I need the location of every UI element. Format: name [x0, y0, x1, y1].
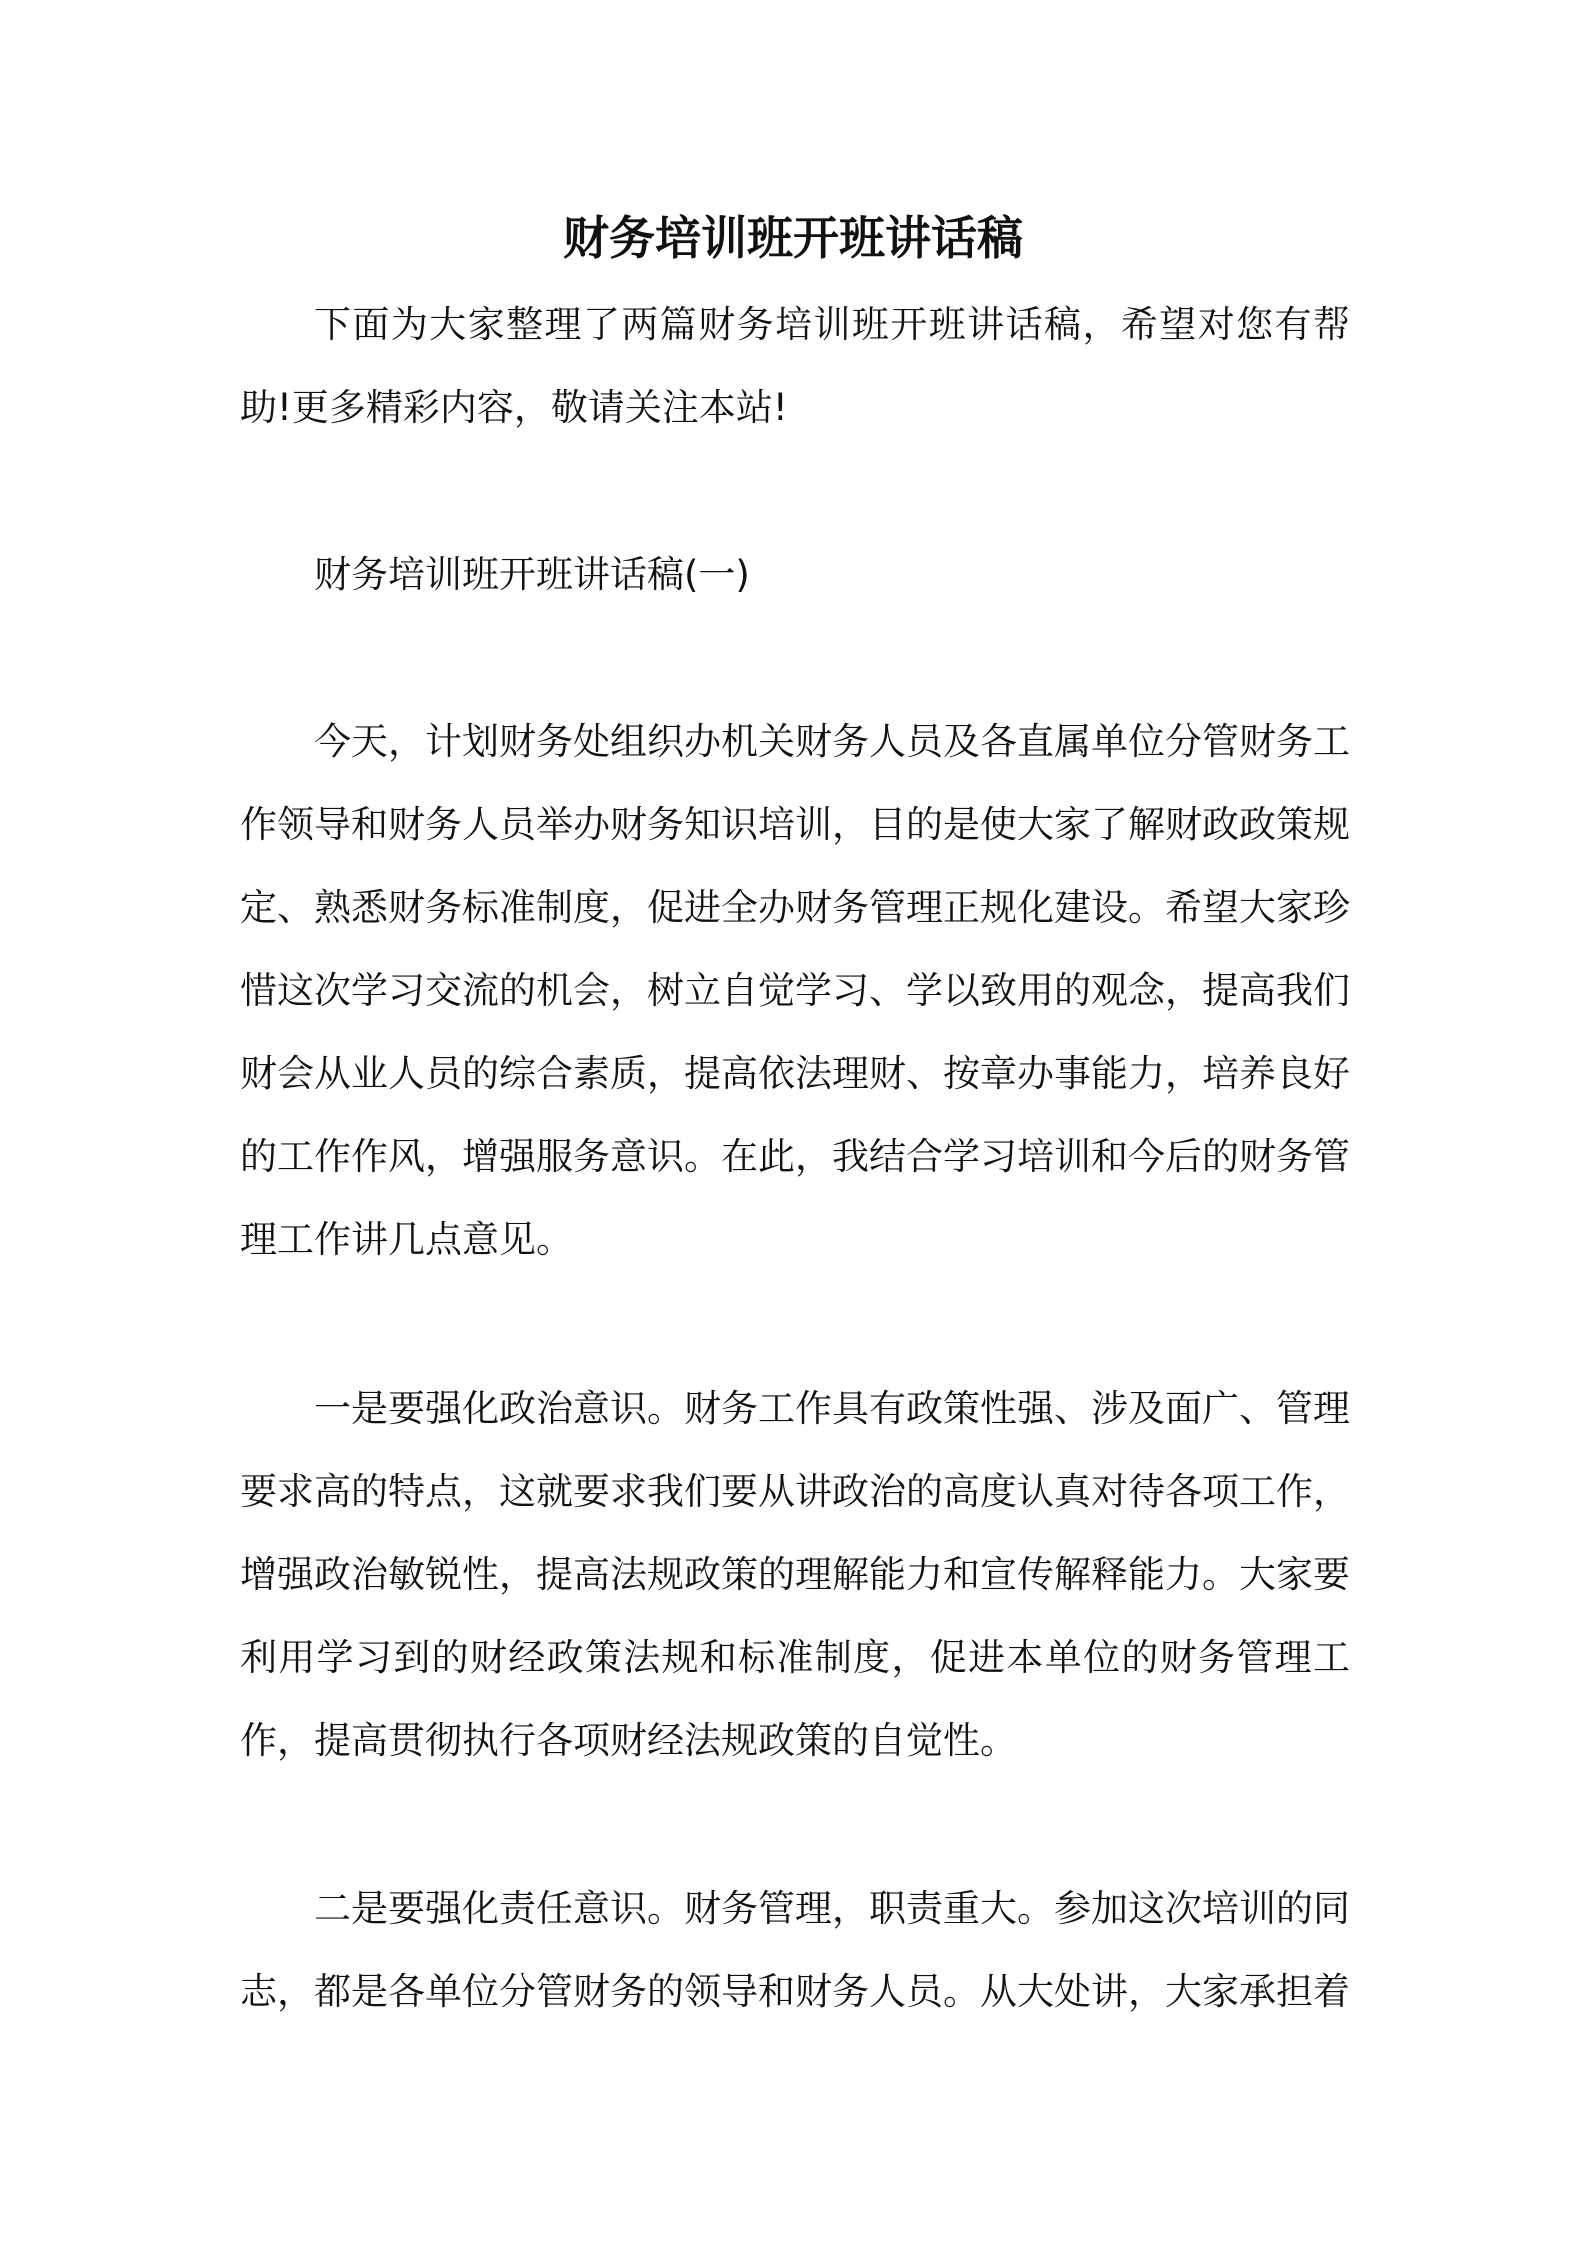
- body-paragraph-3: 二是要强化责任意识。财务管理，职责重大。参加这次培训的同志，都是各单位分管财务的领导和财务人员。从大处讲，大家承担着: [240, 1887, 1350, 2013]
- body-paragraph-1: 今天，计划财务处组织办机关财务人员及各直属单位分管财务工作领导和财务人员举办财务知识培训，目的是使大家了解财政政策规定、熟悉财务标准制度，促进全办财务管理正规化建设。希望大家珍惜这次学习交流的机会，树立自觉学习、学以致用的观念，提高我们财会从业人员的综合素质，提高依法理财、按章办事能力，培养良好的工作作风，增强服务意识。在此，我结合学习培训和今后的财务管理工作讲几点意见。: [240, 720, 1350, 1261]
- section-heading: 财务培训班开班讲话稿(一): [314, 553, 750, 596]
- intro-paragraph: 下面为大家整理了两篇财务培训班开班讲话稿，希望对您有帮助!更多精彩内容，敬请关注本站!: [240, 303, 1350, 429]
- body-paragraph-2: 一是要强化政治意识。财务工作具有政策性强、涉及面广、管理要求高的特点，这就要求我们要从讲政治的高度认真对待各项工作，增强政治敏锐性，提高法规政策的理解能力和宣传解释能力。大家要利用学习到的财经政策法规和标准制度，促进本单位的财务管理工作，提高贯彻执行各项财经法规政策的自觉性。: [240, 1387, 1350, 1762]
- document-title: 财务培训班开班讲话稿: [563, 211, 1023, 265]
